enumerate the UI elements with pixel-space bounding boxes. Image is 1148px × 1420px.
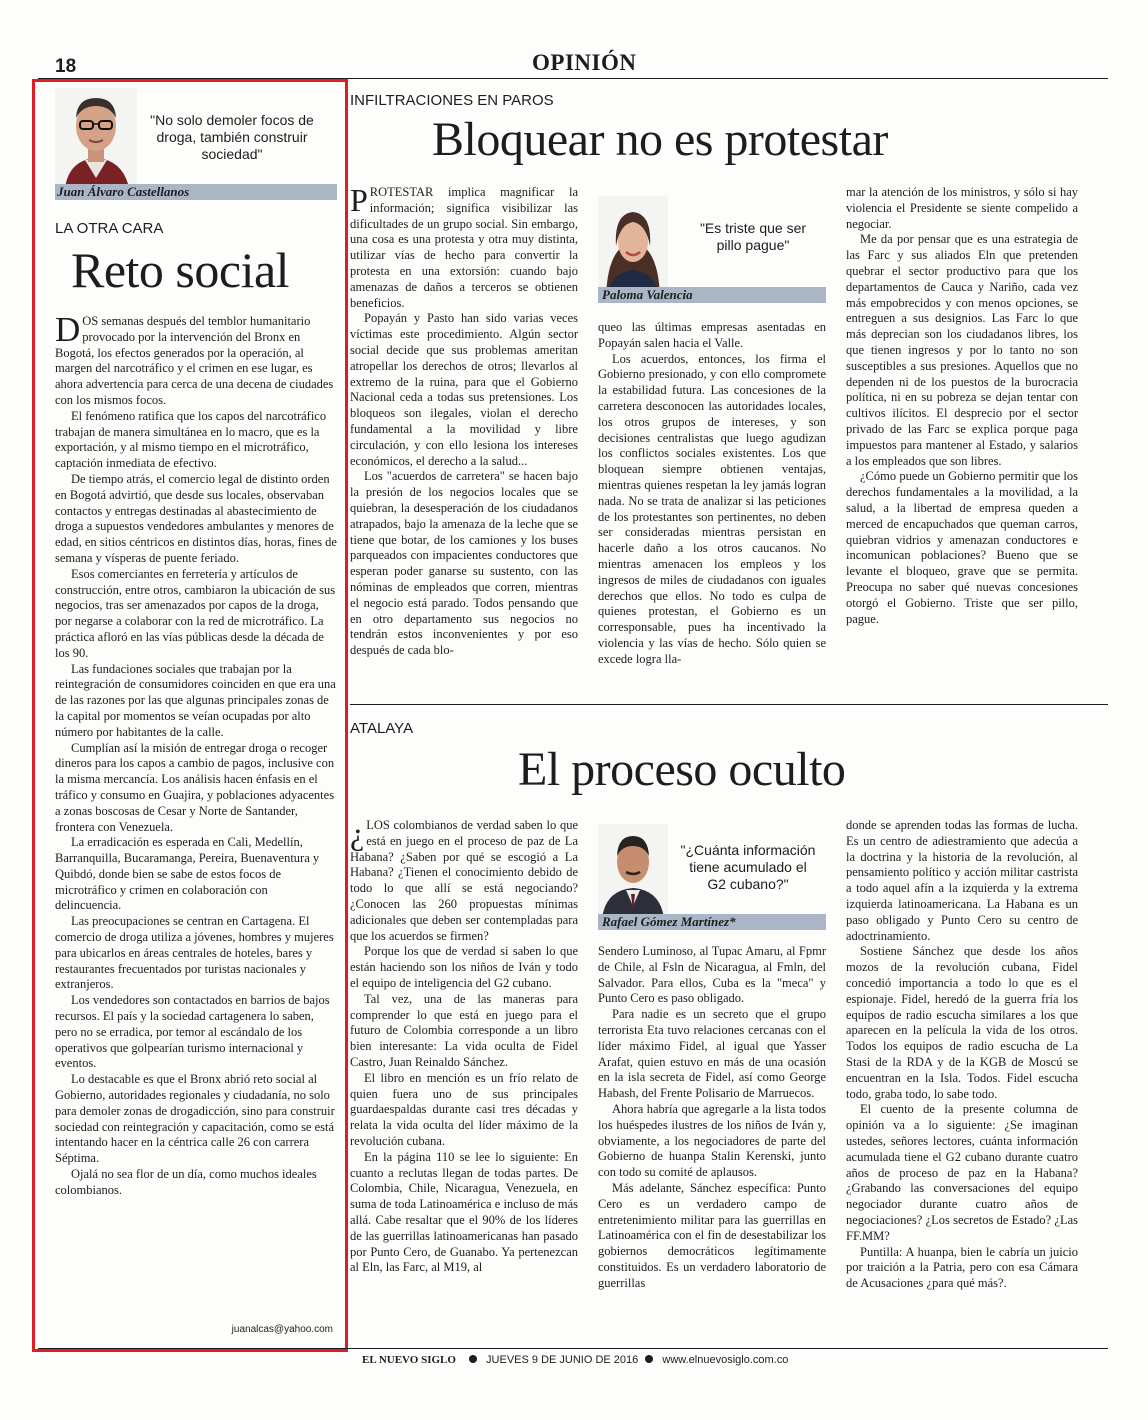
paragraph: Sostiene Sánchez que desde los años mozos de la revolución cubana, Fidel concedió importancia a todo lo que es el espionaje. Fidel, heredó de la guerra fría los equipos de radio escucha similares a los que aparecen en la película la vida de los otros. Todos los equipos de radio escucha de La Stasi de la RDA y de la KGB de Moscú se encuentran en la Isla. Todos. Fidel escucha todo, graba todo, lo sabe todo. bbox=[846, 944, 1078, 1101]
bullet-icon bbox=[469, 1355, 477, 1363]
author-email[interactable]: juanalcas@yahoo.com bbox=[231, 1324, 333, 1335]
article2-col3 bbox=[846, 818, 1078, 1292]
paragraph: En la página 110 se lee lo siguiente: En cuanto a reclutas llegan de todas partes. De Colombia, Chile, Nicaragua, Venezuela, en suma de toda Latinoamérica e incluso de más allá. Cabe resaltar que el 90% de los líderes de las guerrillas latinoamericanas han pasado por Punto Cero, de Guanabo. Ya pertenezcan al Eln, las Farc, al M19, al bbox=[350, 1149, 578, 1275]
paragraph: Tal vez, una de las maneras para comprender lo que está en juego para el futuro de Colombia corresponde a un libro bien interesante: La vida oculta de Fidel Castro, Juan Reinaldo Sánchez. bbox=[350, 991, 578, 1069]
article1-author-box bbox=[598, 196, 826, 308]
paragraph: ¿Cómo puede un Gobierno permitir que los derechos fundamentales a la movilidad, a la salud, a la libertad de empresa queden a merced de encapuchados que queman carros, quiebran vidrios y amenazan conductores e incomunican poblaciones? Bueno que se levante el bloqueo, grave que se permita. Preocupa no saber qué nuevas concesiones otorgó el Gobierno. Triste que ser pillo, pague. bbox=[846, 469, 1078, 626]
page-number: 18 bbox=[55, 56, 77, 77]
author-photo-gomez bbox=[598, 824, 668, 918]
paragraph: Me da por pensar que es una estrategia de las Farc y sus aliados Eln que pretenden quebrar el sector productivo para que los departamentos de Cauca y Nariño, cada vez más empobrecidos y con menos opciones, se entreguen a sus designios. Las Farc lo que más deprecian son los ciudadanos libres, los que tienen ingresos y por lo tanto no son susceptibles a sus presiones. Aquellos que no dependen ni de los puestos de la burocracia política, ni en su pobreza se dejan tentar con cultivos ilícitos. El desprecio por el sector privado de las Farc se explica porque paga impuestos para mantener al Estado, y salarios a los empleados que son libres. bbox=[846, 232, 1078, 468]
paragraph: Sendero Luminoso, al Tupac Amaru, al Fpmr de Chile, al Fsln de Nicaragua, al Fmln, del Salvador. Para ellos, Cuba es la "meca" y Punto Cero es paso obligado. bbox=[598, 944, 826, 1006]
article-body bbox=[55, 310, 337, 1199]
paragraph: El fenómeno ratifica que los capos del narcotráfico trabajan de manera simultánea en lo macro, que es la exportación, y al mismo tiempo en el microtráfico, captación inmediata de efectivo. bbox=[55, 408, 327, 471]
paragraph: Las preocupaciones se centran en Cartagena. El comercio de droga utiliza a jóvenes, hombres y mujeres para ubicarlos en áreas centrales de hoteles, bares y restaurantes frecuentados por turistas nacionales y extranjeros. bbox=[55, 914, 334, 992]
footer-url[interactable]: www.elnuevosiglo.com.co bbox=[662, 1354, 789, 1366]
pull-quote: "No solo demoler focos de droga, también construir sociedad" bbox=[150, 112, 314, 162]
paragraph: Cumplían así la misión de entregar droga o recoger dineros para los capos a cambio de pagos, inclusive con la misma mercancía. Los análisis hacen énfasis en el tráfico y consumo en Guajira, y poblaciones adyacentes a zonas boscosas de Cesar y Norte de Santander, frontera con Venezuela. bbox=[55, 740, 335, 834]
author-name: Rafael Gómez Martínez* bbox=[598, 914, 826, 930]
article2-kicker: ATALAYA bbox=[350, 720, 414, 737]
paragraph: Los vendedores son contactados en barrios de bajos recursos. El país y la sociedad cartagenera lo saben, pero no se erradica, por temor al escándalo de los operativos que golpearían turismo internacional y eventos. bbox=[55, 993, 330, 1071]
author-name: Paloma Valencia bbox=[598, 287, 826, 303]
pull-quote: "Es triste que ser pillo pague" bbox=[699, 220, 807, 253]
bullet-icon bbox=[645, 1355, 653, 1363]
section-divider bbox=[350, 704, 1108, 705]
paragraph: El cuento de la presente columna de opinión va a lo siguiente: ¿Se imaginan ustedes, señores lectores, cuánta información acumulada tiene el G2 cubano durante cuatro años de proceso de paz en la Habana? ¿Grabando las conversaciones del equipo negociador durante cuatro años de negociaciones? ¿Los secretos de Estado? ¿Las FF.MM? bbox=[846, 1102, 1078, 1243]
paragraph: donde se aprenden todas las formas de lucha. Es un centro de adiestramiento que adecúa a la doctrina y la historia de la revolución, al pensamiento político y acción militar castrista a todo aquel afín a la izquierda y la extrema izquierda latinoamericana. La Habana es un paso obligado y Punto Cero su centro de adoctrinamiento. bbox=[846, 818, 1078, 943]
author-photo-valencia bbox=[598, 196, 668, 296]
headline: Reto social bbox=[71, 242, 290, 298]
paragraph: Popayán y Pasto han sido varias veces víctimas este procedimiento. Algún sector social decide que sus problemas ameritan atropellar los derechos de otros; llevarlos al extremo de la ruina, para que el Gobierno Nacional ceda a todas sus pretensiones. Los bloqueos son ilegales, violan el derecho fundamental a la movilidad y libre circulación, y con ello lesiona los intereses económicos, el derecho a la salud... bbox=[350, 311, 578, 468]
footer bbox=[362, 1354, 788, 1366]
article1-headline: Bloquear no es protestar bbox=[432, 113, 888, 166]
paragraph: La erradicación es esperada en Cali, Medellín, Barranquilla, Bucaramanga, Pereira, Buenaventura y Quibdó, donde bien se sabe de estos focos de microtráfico y crimen en colaboración con delincuencia. bbox=[55, 835, 320, 913]
article1-kicker: INFILTRACIONES EN PAROS bbox=[350, 92, 554, 109]
article2-author-box bbox=[598, 824, 826, 936]
paragraph: Las fundaciones sociales que trabajan por la reintegración de consumidores coinciden en que era una de las razones por las que algunas principales zonas de la capital por momentos se veían ocupadas por alto número por habitantes de la calle. bbox=[55, 661, 336, 739]
highlighted-column[interactable] bbox=[32, 79, 348, 1352]
footer-rule bbox=[38, 1348, 1108, 1349]
paragraph: PROTESTAR implica magnificar la información; significa visibilizar las dificultades de un grupo social. Sin embargo, una cosa es una protesta y otra muy distinta, utilizar vías de hecho para convertir la protesta en una extorsión: cuando bajo amenazas de daños a terceros se obtienen beneficios. bbox=[350, 182, 578, 310]
paragraph: Ahora habría que agregarle a la lista todos los huéspedes ilustres de los niños de Iván y, obviamente, a los negociadores de parte del Gobierno de huanpa Stalin Kerenski, junto con todo su comité de aplausos. bbox=[598, 1101, 826, 1180]
article1-col3 bbox=[846, 185, 1078, 627]
paragraph: Para nadie es un secreto que el grupo terrorista Eta tuvo relaciones cercanas con el líder máximo Fidel, al igual que Yasser Arafat, quien estuvo en más de una ocasión en la isla secreta de Fidel, así como George Habash, del Frente Polisario de Marruecos. bbox=[598, 1007, 826, 1101]
pull-quote: "¿Cuánta información tiene acumulado el G2 cubano?" bbox=[680, 842, 816, 892]
article2-headline: El proceso oculto bbox=[518, 743, 846, 796]
paragraph: Esos comerciantes en ferretería y artículos de construcción, entre otros, cambiaron la ubicación de sus negocios, tras ser amenazados por capos de la droga, por negarse a colaborar con la red de microtráfico. La práctica afloró en las vías públicas desde la década de los 90. bbox=[55, 566, 336, 660]
dropcap: P bbox=[350, 182, 368, 218]
paragraph: Los acuerdos, entonces, los firma el Gobierno presionado, y con ello compromete la estabilidad futura. Las concesiones de la carretera desconocen las autoridades locales, los otros grupos de intereses, y son decisiones centralistas que luego agudizan los conflictos sociales existentes. Los que bloquean siempre obtienen ventajas, mientras quienes respetan la ley jamás logran nada. No se trata de analizar si las peticiones de los protestantes son pertinentes, no deben ser consideradas mientras persistan en hacerle daño a los otros caucanos. No mientras amenacen los empleos y los ingresos de miles de ciudadanos con iguales derechos que ellos. No todo es culpa de quienes protestan, el Gobierno es un corresponsable, pues ha incentivado la violencia y las vías de hecho. Sólo quien se excede logra lla- bbox=[598, 351, 826, 666]
paragraph: De tiempo atrás, el comercio legal de distinto orden en Bogotá advirtió, que desde sus locales, observaban contactos y entregas destinadas al abastecimiento de droga a supuestos vendedores ambulantes y menores de edad, en sitios céntricos en distintos días, horas, fines de semana y vísperas de puente feriado. bbox=[55, 471, 337, 565]
column-kicker: LA OTRA CARA bbox=[55, 220, 164, 237]
dropcap: D bbox=[55, 310, 81, 349]
section-title: OPINIÓN bbox=[532, 50, 637, 75]
paragraph: ¿ LOS colombianos de verdad saben lo que está en juego en el proceso de paz de La Habana? ¿Saben por qué se escogió a La Habana? ¿Tienen el conocimiento debido de todo lo que allí se está negociando? ¿Conocen las 260 propuestas mínimas adicionales que deben ser contempladas para que los acuerdos se firmen? bbox=[350, 815, 578, 943]
paragraph: mar la atención de los ministros, y sólo si hay violencia el Presidente se siente compelido a negociar. bbox=[846, 185, 1078, 231]
footer-brand: EL NUEVO SIGLO bbox=[362, 1354, 456, 1366]
paragraph: El libro en mención es un frío relato de quien fuera uno de sus principales guardaespaldas durante casi tres décadas y relata la vida oculta del líder máximo de la revolución cubana. bbox=[350, 1070, 578, 1148]
article2-col1 bbox=[350, 815, 578, 1276]
paragraph: Lo destacable es que el Bronx abrió reto social al Gobierno, autoridades regionales y ciudadanía, no solo para demoler zonas de drogadicción, sino para construir sociedad con reintegración y capacitación, como se está intentando hacer en la céntrica calle 26 con carrera Séptima. bbox=[55, 1072, 335, 1166]
paragraph: DOS semanas después del temblor humanitario provocado por la intervención del Bronx en Bogotá, los efectos generados por la operación, al margen del narcotráfico y el crimen en ese lugar, es ahora advertencia para cerca de una decena de ciudades con los mismos focos. bbox=[55, 310, 334, 407]
article1-col1 bbox=[350, 182, 578, 659]
author-name: Juan Álvaro Castellanos bbox=[55, 184, 337, 200]
paragraph: Porque los que de verdad si saben lo que están haciendo son los niños de Iván y todo el equipo de inteligencia del G2 cubano. bbox=[350, 944, 578, 990]
author-photo-castellanos bbox=[55, 88, 137, 188]
article1-col2 bbox=[598, 320, 826, 668]
footer-date: JUEVES 9 DE JUNIO DE 2016 bbox=[486, 1354, 639, 1366]
paragraph: queo las últimas empresas asentadas en Popayán salen hacia el Valle. bbox=[598, 320, 826, 350]
paragraph: Más adelante, Sánchez específica: Punto Cero es un verdadero campo de entretenimiento militar para las guerrillas en Latinoamérica con el fin de desestabilizar los gobiernos democráticos legítimamente constituidos. Es un verdadero laboratorio de guerrillas bbox=[598, 1180, 826, 1290]
paragraph: Ojalá no sea flor de un día, como muchos ideales colombianos. bbox=[55, 1167, 317, 1197]
paragraph: Los "acuerdos de carretera" se hacen bajo la presión de los negocios locales que se quiebran, la desesperación de los ciudadanos atrapados, bajo la amenaza de la leche que se tiene que botar, de los camiones y los buses parqueados con impacientes conductores que esperan poder ganarse su sustento, con las nóminas de empleados que corren, mientras el negocio está parado. Todos pensando que en otro departamento sus negocios no tendrán estos inconvenientes y por eso después de cada blo- bbox=[350, 469, 578, 658]
article2-col2 bbox=[598, 944, 826, 1292]
paragraph: Puntilla: A huanpa, bien le cabría un juicio por traición a la Patria, pero con esa Cámara de Acusaciones ¿para qué más?. bbox=[846, 1244, 1078, 1291]
dropcap: ¿ bbox=[350, 815, 365, 851]
